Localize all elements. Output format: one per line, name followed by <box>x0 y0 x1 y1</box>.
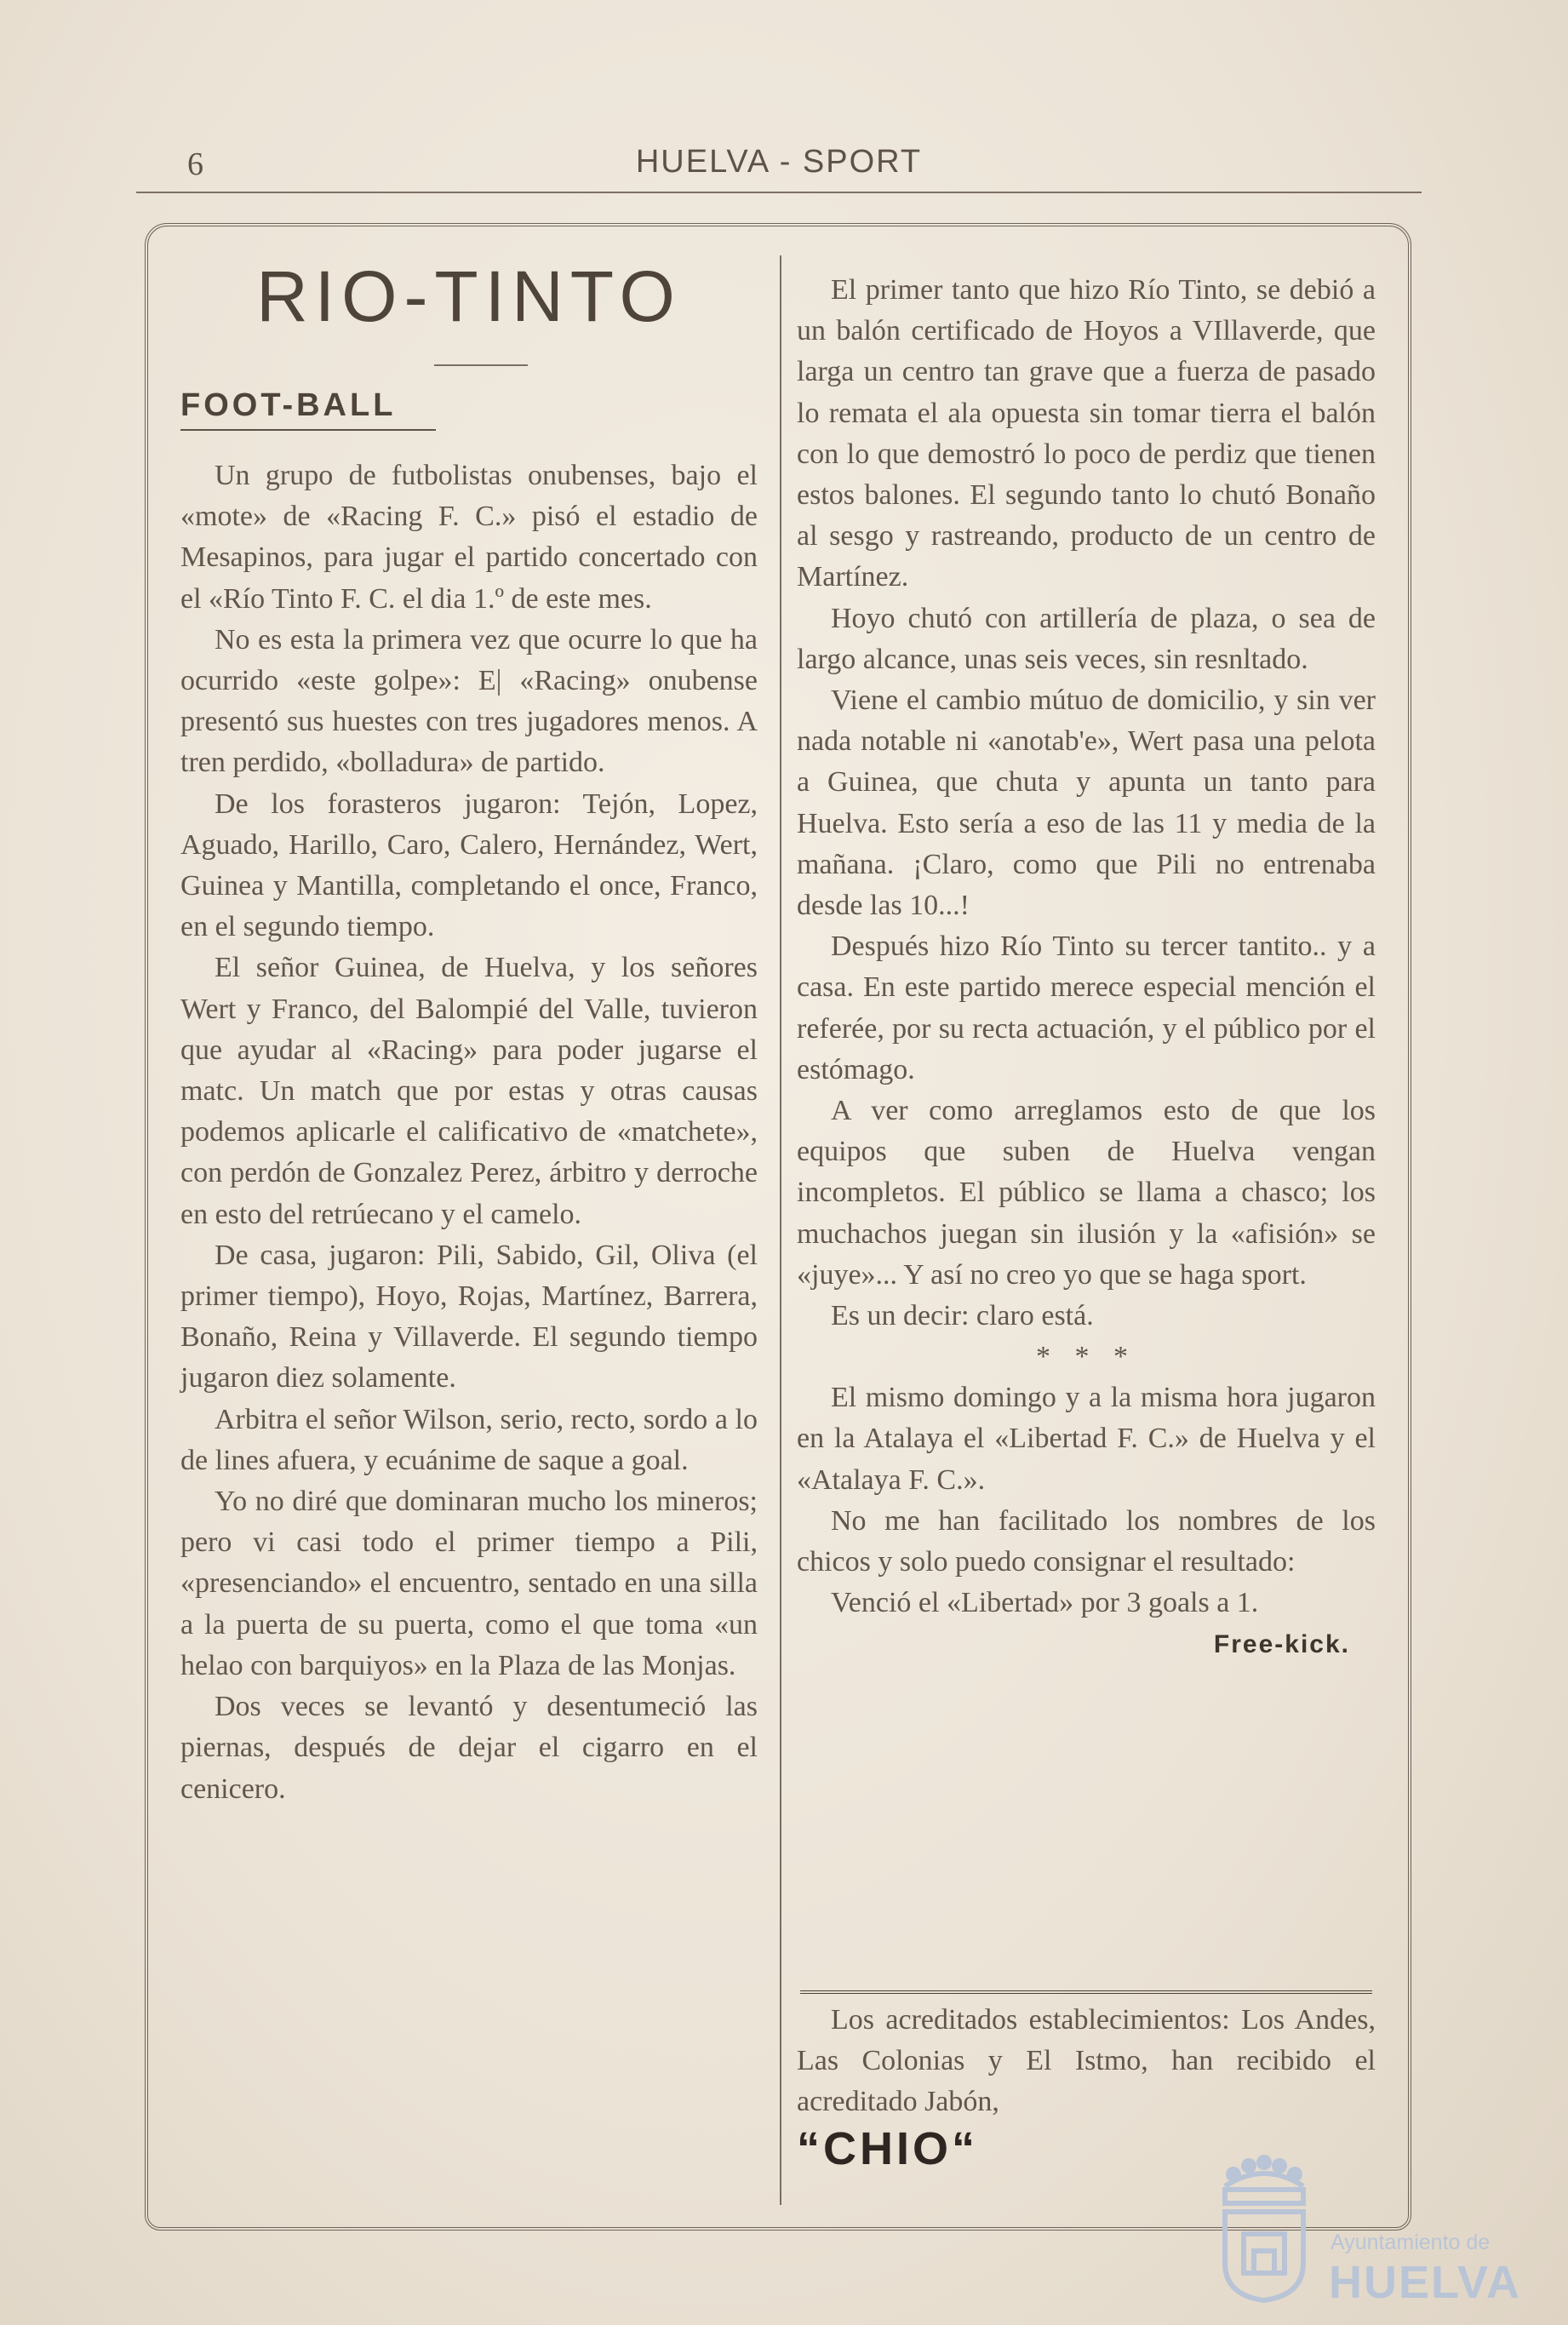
paragraph: No me han facilitado los nombres de los chicos y solo puedo consignar el resultado: <box>797 1504 1376 1578</box>
paragraph: Dos veces se levantó y desentumeció las piernas, después de dejar el cigarro en el cenicero. <box>180 1691 758 1805</box>
paragraph: El mismo domingo y a la misma hora jugaron en la Atalaya el «Libertad F. C.» de Huelva y el «Atalaya F. C.». <box>797 1382 1376 1496</box>
advert <box>797 2000 1376 2174</box>
column-divider <box>780 255 781 2205</box>
asterism: * * * <box>1036 1341 1136 1373</box>
paragraph: De los forasteros jugaron: Tejón, Lopez, Aguado, Harillo, Caro, Calero, Hernández, Wert, Guinea y Mantilla, completando el once, Franco, en el segundo tiempo. <box>180 787 758 943</box>
page-header <box>136 140 1422 193</box>
right-column <box>797 270 1376 1665</box>
paragraph: Hoyo chutó con artillería de plaza, o sea de largo alcance, unas seis veces, sin resnltado. <box>797 602 1376 675</box>
paragraph: El señor Guinea, de Huelva, y los señores Wert y Franco, del Balompié del Valle, tuvieron que ayudar al «Racing» para poder jugarse el matc. Un match que por estas y otras causas podemos aplicarle el calificativo de «matchete», con perdón de Gonzalez Perez, árbitro y derroche en esto del retrúecano y el camelo. <box>180 952 758 1230</box>
advert-brand: “CHIO“ <box>797 2122 978 2174</box>
paragraph: Arbitra el señor Wilson, serio, recto, sordo a lo de lines afuera, y ecuánime de saque a goal. <box>180 1403 758 1476</box>
paragraph: Yo no diré que dominaran mucho los mineros; pero vi casi todo el primer tiempo a Pili, «presenciando» el encuentro, sentado en una silla a la puerta de su puerta, como el que toma «un helao con barquiyos» en la Plaza de las Monjas. <box>180 1486 758 1681</box>
paragraph: El primer tanto que hizo Río Tinto, se debió a un balón certificado de Hoyos a VIllaverde, que larga un centro tan grave que a fuerza de pasado lo remata el ala opuesta sin tomar tierra el balón con lo que demostró lo poco de perdiz que tienen estos balones. El segundo tanto lo chutó Bonaño al sesgo y rastreando, producto de un centro de Martínez. <box>797 274 1376 593</box>
paragraph: De casa, jugaron: Pili, Sabido, Gil, Oliva (el primer tiempo), Hoyo, Rojas, Martínez, Barrera, Bonaño, Reina y Villaverde. El segundo tiempo jugaron diez solamente. <box>180 1239 758 1394</box>
watermark-line1: Ayuntamiento de <box>1331 2231 1491 2254</box>
left-column <box>180 455 758 1810</box>
paragraph: No es esta la primera vez que ocurre lo que ha ocurrido «este golpe»: E| «Racing» onubense presentó sus huestes con tres jugadores menos. A tren perdido, «bolladura» de partido. <box>180 623 758 779</box>
paragraph: Venció el «Libertad» por 3 goals a 1. <box>831 1587 1259 1619</box>
paragraph: A ver como arreglamos esto de que los equipos que suben de Huelva vengan incompletos. El público se llama a chasco; los muchachos juegan sin ilusión y la «afisión» se «juye»... Y así no creo yo que se haga sport. <box>797 1095 1376 1291</box>
page-number: 6 <box>187 146 203 182</box>
title-divider <box>434 364 528 366</box>
running-title: HUELVA - SPORT <box>635 144 923 180</box>
advert-text: Los acreditados establecimientos: Los Andes, Las Colonias y El Istmo, han recibido el acreditado Jabón, <box>797 2004 1376 2118</box>
author-signature: Free-kick. <box>1213 1629 1350 1658</box>
city-seal-icon <box>1213 2152 1315 2305</box>
advert-divider <box>800 1990 1372 1994</box>
paragraph: Es un decir: claro está. <box>831 1300 1094 1332</box>
paragraph: Viene el cambio mútuo de domicilio, y sin ver nada notable ni «anotab'e», Wert pasa una pelota a Guinea, que chuta y apunta un tanto para Huelva. Esto sería a eso de las 11 y media de la mañana. ¡Claro, como que Pili no entrenaba desde las 10...! <box>797 684 1376 922</box>
article-title: RIO-TINTO <box>256 256 682 336</box>
section-heading: FOOT-BALL <box>180 387 436 431</box>
paragraph: Después hizo Río Tinto su tercer tantito.. y a casa. En este partido merece especial mención el referée, por su recta actuación, y el público por el estómago. <box>797 931 1376 1085</box>
paragraph: Un grupo de futbolistas onubenses, bajo el «mote» de «Racing F. C.» pisó el estadio de Mesapinos, para jugar el partido concertado con el «Río Tinto F. C. el dia 1.º de este mes. <box>180 460 758 615</box>
watermark-line2: HUELVA <box>1329 2257 1521 2308</box>
archive-watermark <box>1213 2152 1521 2308</box>
